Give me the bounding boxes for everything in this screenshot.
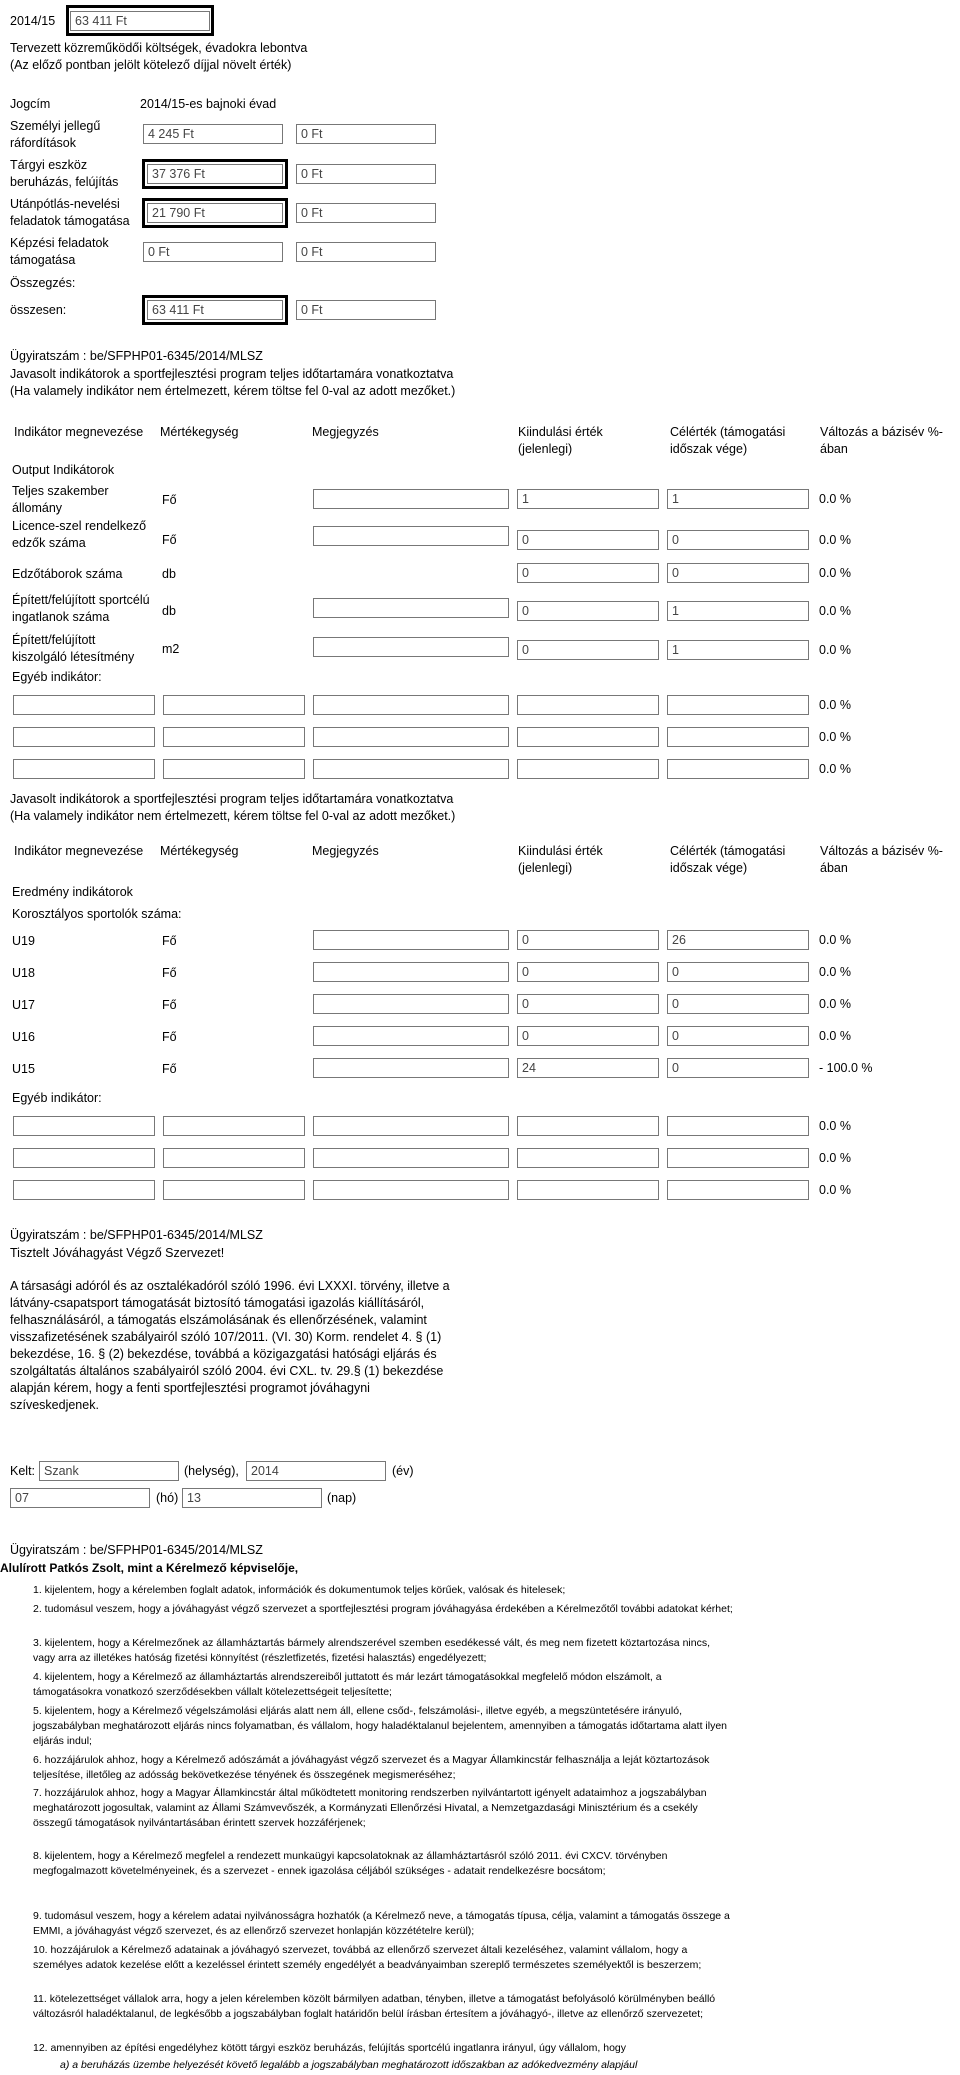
age-note-field[interactable] — [313, 930, 509, 950]
day-field[interactable]: 13 — [182, 1488, 322, 1508]
indicator-target-field[interactable]: 1 — [667, 601, 809, 621]
age-note-field[interactable] — [313, 994, 509, 1014]
other-indicator-label: Egyéb indikátor: — [12, 1091, 102, 1105]
other-note-field[interactable] — [313, 759, 509, 779]
age-unit: Fő — [162, 934, 177, 948]
age-change: - 100.0 % — [819, 1061, 873, 1075]
age-target-field[interactable]: 0 — [667, 962, 809, 982]
cost-label-personal: Személyi jellegű ráfordítások — [10, 119, 101, 150]
month-field[interactable]: 07 — [10, 1488, 150, 1508]
other-name-field[interactable] — [13, 1116, 155, 1136]
other-base-field[interactable] — [517, 759, 659, 779]
cost-asset-field-2[interactable]: 0 Ft — [296, 164, 436, 184]
other-target-field[interactable] — [667, 1180, 809, 1200]
other-note-field[interactable] — [313, 1148, 509, 1168]
indicator-target-field[interactable]: 0 — [667, 530, 809, 550]
age-name: U16 — [12, 1030, 35, 1044]
other-name-field[interactable] — [13, 759, 155, 779]
indicator-change: 0.0 % — [819, 643, 851, 657]
total-amount-field[interactable]: 63 411 Ft — [70, 11, 210, 31]
file-number: Ügyiratszám : be/SFPHP01-6345/2014/MLSZ — [10, 1543, 263, 1557]
costs-subtitle: (Az előző pontban jelölt kötelező díjjal növelt érték) — [10, 58, 292, 72]
other-name-field[interactable] — [13, 1148, 155, 1168]
age-target-field[interactable]: 0 — [667, 1026, 809, 1046]
hdr-name: Indikátor megnevezése — [14, 425, 144, 439]
indicator-note-field[interactable] — [313, 526, 509, 546]
other-change: 0.0 % — [819, 698, 851, 712]
other-target-field[interactable] — [667, 727, 809, 747]
age-base-field[interactable]: 0 — [517, 962, 659, 982]
place-suffix: (helység), — [184, 1464, 239, 1478]
age-target-field[interactable]: 0 — [667, 1058, 809, 1078]
file-number: Ügyiratszám : be/SFPHP01-6345/2014/MLSZ — [10, 1228, 263, 1242]
declaration-heading: Alulírott Patkós Zsolt, mint a Kérelmező képviselője, — [0, 1561, 299, 1575]
hdr-note: Megjegyzés — [312, 425, 379, 439]
indicator-note-field[interactable] — [313, 598, 509, 618]
kelt-label: Kelt: — [10, 1464, 36, 1478]
age-change: 0.0 % — [819, 997, 851, 1011]
cost-label-training: Képzési feladatok támogatása — [10, 236, 109, 267]
other-name-field[interactable] — [13, 727, 155, 747]
other-target-field[interactable] — [667, 695, 809, 715]
other-change: 0.0 % — [819, 730, 851, 744]
request-body: A társasági adóról és az osztalékadóról szóló 1996. évi LXXXI. törvény, illetve a látvány-csapatsport támogatását biztosító támogatási igazolás kiállításáról, felhasználásáról, a támogatás elszámolásának és ellenőrzésének, valamint visszafizetésének szabályairól szóló 107/2011. (VI. 30) Korm. rendelet 4. § (1) bekezdése, 16. § (2) bekezdése, továbbá a közigazgatási hatósági eljárás és szolgáltatás általános szabályairól szóló 2004. évi CXL. tv. 29.§ (1) bekezdése alapján kérem, hogy a fenti sportfejlesztési programot jóváhagyni szíveskedjenek. — [10, 1279, 450, 1412]
indicator-name: Teljes szakember állomány — [12, 484, 109, 515]
other-unit-field[interactable] — [163, 1180, 305, 1200]
age-base-field[interactable]: 0 — [517, 930, 659, 950]
declaration-item: 6. hozzájárulok ahhoz, hogy a Kérelmező adószámát a jóváhagyást végző szervezet és a Magyar Államkincstár felhasználja a leját köztartozások teljesítése, illetőleg az adósság bekövetkezése tényének és összegének megismeréséhez; — [33, 1754, 710, 1781]
indicators-intro: Javasolt indikátorok a sportfejlesztési program teljes időtartamára vonatkoztatva — [10, 792, 454, 806]
hdr-change: Változás a bázisév %-ában — [820, 425, 943, 456]
declaration-item: 1. kijelentem, hogy a kérelemben foglalt adatok, információk és dokumentumok teljes körűek, valósak és hitelesek; — [33, 1584, 566, 1596]
indicator-change: 0.0 % — [819, 566, 851, 580]
age-group-title: Korosztályos sportolók száma: — [12, 907, 182, 921]
other-name-field[interactable] — [13, 695, 155, 715]
hdr-unit: Mértékegység — [160, 425, 239, 439]
hdr-base: Kiindulási érték (jelenlegi) — [518, 425, 603, 456]
other-unit-field[interactable] — [163, 1116, 305, 1136]
age-change: 0.0 % — [819, 965, 851, 979]
indicator-base-field[interactable]: 1 — [517, 489, 659, 509]
age-name: U15 — [12, 1062, 35, 1076]
indicator-unit: Fő — [162, 533, 177, 547]
hdr-target: Célérték (támogatási időszak vége) — [670, 425, 786, 456]
declaration-item: 11. kötelezettséget vállalok arra, hogy a jelen kérelemben közölt bármilyen adatban, tényben, illetve a támogatást befolyásoló körülményben beálló változásról haladéktalanul, de legkésőbb a jogszabályban foglalt határidőn belül írásban értesítem a jóváhagyó-, illetve az ellenőrző szervezetet; — [33, 1993, 716, 2020]
col-season: 2014/15-es bajnoki évad — [140, 97, 277, 111]
hdr-target: Célérték (támogatási időszak vége) — [670, 844, 786, 875]
indicator-name: Épített/felújított sportcélú ingatlanok száma — [12, 593, 150, 624]
indicator-unit: Fő — [162, 493, 177, 507]
other-base-field[interactable] — [517, 1180, 659, 1200]
other-unit-field[interactable] — [163, 1148, 305, 1168]
age-base-field[interactable]: 0 — [517, 994, 659, 1014]
age-note-field[interactable] — [313, 962, 509, 982]
age-target-field[interactable]: 0 — [667, 994, 809, 1014]
indicators-intro: Javasolt indikátorok a sportfejlesztési program teljes időtartamára vonatkoztatva — [10, 367, 454, 381]
summary-label: Összegzés: — [10, 276, 76, 290]
declaration-item: 8. kijelentem, hogy a Kérelmező megfelel a rendezett munkaügyi kapcsolatoknak az államháztartásról szóló 2011. évi CXCV. törvényben megfogalmazott követelményeinek, és a szervezet - ennek igazolása céljából szükséges - adatait rendelkezésre bocsátom; — [33, 1850, 668, 1877]
indicator-target-field[interactable]: 0 — [667, 563, 809, 583]
indicator-base-field[interactable]: 0 — [517, 563, 659, 583]
indicator-name: Edzőtáborok száma — [12, 567, 123, 581]
hdr-unit: Mértékegység — [160, 844, 239, 858]
output-title: Output Indikátorok — [12, 463, 115, 477]
other-base-field[interactable] — [517, 695, 659, 715]
age-unit: Fő — [162, 998, 177, 1012]
indicator-base-field[interactable]: 0 — [517, 601, 659, 621]
indicator-target-field[interactable]: 1 — [667, 640, 809, 660]
indicators-note: (Ha valamely indikátor nem értelmezett, kérem töltse fel 0-val az adott mezőket.) — [10, 809, 456, 823]
other-name-field[interactable] — [13, 1180, 155, 1200]
age-unit: Fő — [162, 1030, 177, 1044]
cost-youth-field-2[interactable]: 0 Ft — [296, 203, 436, 223]
declaration-subitem: a) a beruházás üzembe helyezését követő legalább a jogszabályban meghatározott időszakban az adókedvezmény alapjául — [60, 2059, 638, 2071]
total-field[interactable]: 63 411 Ft — [147, 300, 283, 320]
file-number: Ügyiratszám : be/SFPHP01-6345/2014/MLSZ — [10, 349, 263, 363]
other-note-field[interactable] — [313, 695, 509, 715]
declaration-item: 3. kijelentem, hogy a Kérelmezőnek az államháztartás bármely alrendszerével szemben esedékessé vált, és meg nem fizetett köztartozása nincs, vagy arra az illetékes hatóság fizetési könnyítést (részletfizetés, fizetési halasztás) engedélyezett; — [33, 1637, 710, 1664]
col-jogcim: Jogcím — [10, 97, 51, 111]
season-label: 2014/15 — [10, 14, 56, 28]
hdr-change: Változás a bázisév %-ában — [820, 844, 943, 875]
year-field[interactable]: 2014 — [246, 1461, 386, 1481]
declaration-item: 5. kijelentem, hogy a Kérelmező végelszámolási eljárás alatt nem áll, ellene csőd-, felszámolási-, illetve egyéb, a megszüntetésére irányuló, jogszabályban meghatározott eljárás nincs folyamatban, és vállalom, hogy haladéktalanul bejelentem, amennyiben a támogatás időtartama alatt ilyen eljárás indul; — [33, 1705, 727, 1747]
place-field[interactable]: Szank — [39, 1461, 179, 1481]
other-note-field[interactable] — [313, 727, 509, 747]
cost-youth-field[interactable]: 21 790 Ft — [147, 203, 283, 223]
salutation: Tisztelt Jóváhagyást Végző Szervezet! — [10, 1246, 225, 1260]
cost-label-asset: Tárgyi eszköz beruházás, felújítás — [10, 158, 119, 189]
declaration-item: 12. amennyiben az építési engedélyhez kötött tárgyi eszköz beruházás, felújítás sportcélú ingatlanra irányul, úgy vállalom, hogy — [33, 2042, 627, 2054]
cost-asset-field[interactable]: 37 376 Ft — [147, 164, 283, 184]
cost-label-youth: Utánpótlás-nevelési feladatok támogatása — [10, 197, 130, 228]
highlight-frame — [66, 5, 214, 36]
age-name: U18 — [12, 966, 35, 980]
age-change: 0.0 % — [819, 1029, 851, 1043]
other-note-field[interactable] — [313, 1180, 509, 1200]
cost-personal-field[interactable]: 4 245 Ft — [143, 124, 283, 144]
indicator-note-field[interactable] — [313, 489, 509, 509]
other-change: 0.0 % — [819, 1183, 851, 1197]
cost-personal-field-2[interactable]: 0 Ft — [296, 124, 436, 144]
age-base-field[interactable]: 0 — [517, 1026, 659, 1046]
other-change: 0.0 % — [819, 1119, 851, 1133]
indicators-note: (Ha valamely indikátor nem értelmezett, kérem töltse fel 0-val az adott mezőket.) — [10, 384, 456, 398]
hdr-name: Indikátor megnevezése — [14, 844, 144, 858]
hdr-base: Kiindulási érték (jelenlegi) — [518, 844, 603, 875]
cost-training-field[interactable]: 0 Ft — [143, 242, 283, 262]
declaration-item: 10. hozzájárulok a Kérelmező adatainak a jóváhagyó szervezet, továbbá az ellenőrző szervezet általi kezeléséhez, valamint vállalom, hogy a személyes adatok kezelése előtt a kezeléssel érintett személy engedélyét a beadványaimban szereplő természetes személyektől is beszerzem; — [33, 1944, 702, 1971]
day-suffix: (nap) — [327, 1491, 357, 1505]
other-unit-field[interactable] — [163, 695, 305, 715]
declaration-item: 9. tudomásul veszem, hogy a kérelem adatai nyilvánosságra hozhatók (a Kérelmező neve, a támogatás típusa, célja, valamint a támogatás összege a EMMI, a jóváhagyást végző szervezet, és az ellenőrző szervezet honlapján közzétételre kerül); — [33, 1910, 730, 1937]
other-target-field[interactable] — [667, 1116, 809, 1136]
other-base-field[interactable] — [517, 1116, 659, 1136]
declaration-item: 2. tudomásul veszem, hogy a jóváhagyást végző szervezet a sportfejlesztési program jóváhagyása érdekében a Kérelmezőtől további adatokat kérhet; — [33, 1603, 733, 1615]
other-base-field[interactable] — [517, 727, 659, 747]
declaration-item: 4. kijelentem, hogy a Kérelmező az államháztartás alrendszereiből juttatott és már lezárt támogatásokkal megfelelő módon elszámolt, a támogatásokra vonatkozó szerződésekben vállalt kötelezettségeit teljesítette; — [33, 1671, 662, 1698]
age-unit: Fő — [162, 966, 177, 980]
other-target-field[interactable] — [667, 759, 809, 779]
age-target-field[interactable]: 26 — [667, 930, 809, 950]
other-indicator-label: Egyéb indikátor: — [12, 670, 102, 684]
month-suffix: (hó) — [156, 1491, 179, 1505]
age-note-field[interactable] — [313, 1026, 509, 1046]
other-change: 0.0 % — [819, 1151, 851, 1165]
other-base-field[interactable] — [517, 1148, 659, 1168]
indicator-change: 0.0 % — [819, 604, 851, 618]
age-name: U17 — [12, 998, 35, 1012]
cost-training-field-2[interactable]: 0 Ft — [296, 242, 436, 262]
age-base-field[interactable]: 24 — [517, 1058, 659, 1078]
other-change: 0.0 % — [819, 762, 851, 776]
hdr-note: Megjegyzés — [312, 844, 379, 858]
indicator-change: 0.0 % — [819, 492, 851, 506]
age-note-field[interactable] — [313, 1058, 509, 1078]
indicator-base-field[interactable]: 0 — [517, 530, 659, 550]
year-suffix: (év) — [392, 1464, 414, 1478]
indicator-unit: db — [162, 567, 176, 581]
other-unit-field[interactable] — [163, 727, 305, 747]
other-unit-field[interactable] — [163, 759, 305, 779]
indicator-target-field[interactable]: 1 — [667, 489, 809, 509]
age-unit: Fő — [162, 1062, 177, 1076]
indicator-unit: m2 — [162, 642, 180, 656]
indicator-base-field[interactable]: 0 — [517, 640, 659, 660]
total-label: összesen: — [10, 303, 67, 317]
indicator-unit: db — [162, 604, 176, 618]
indicator-note-field[interactable] — [313, 637, 509, 657]
indicator-change: 0.0 % — [819, 533, 851, 547]
costs-title: Tervezett közreműködői költségek, évadokra lebontva — [10, 41, 308, 55]
indicator-name: Épített/felújított kiszolgáló létesítmény — [12, 633, 135, 664]
age-name: U19 — [12, 934, 35, 948]
age-change: 0.0 % — [819, 933, 851, 947]
other-target-field[interactable] — [667, 1148, 809, 1168]
indicator-name: Licence-szel rendelkező edzők száma — [12, 519, 147, 550]
declaration-item: 7. hozzájárulok ahhoz, hogy a Magyar Államkincstár által működtetett monitoring rendszerben nyilvántartott igényelt adataimhoz a jogszabályban meghatározott jogosultak, valamint az Állami Számvevőszék, a Kormányzati Ellenőrzési Hivatal, a Nemzetgazdasági Minisztérium és a csekély összegű támogatások nyilvántartásában érintett szervek hozzáférjenek; — [33, 1787, 707, 1829]
result-title: Eredmény indikátorok — [12, 885, 133, 899]
total-field-2[interactable]: 0 Ft — [296, 300, 436, 320]
other-note-field[interactable] — [313, 1116, 509, 1136]
